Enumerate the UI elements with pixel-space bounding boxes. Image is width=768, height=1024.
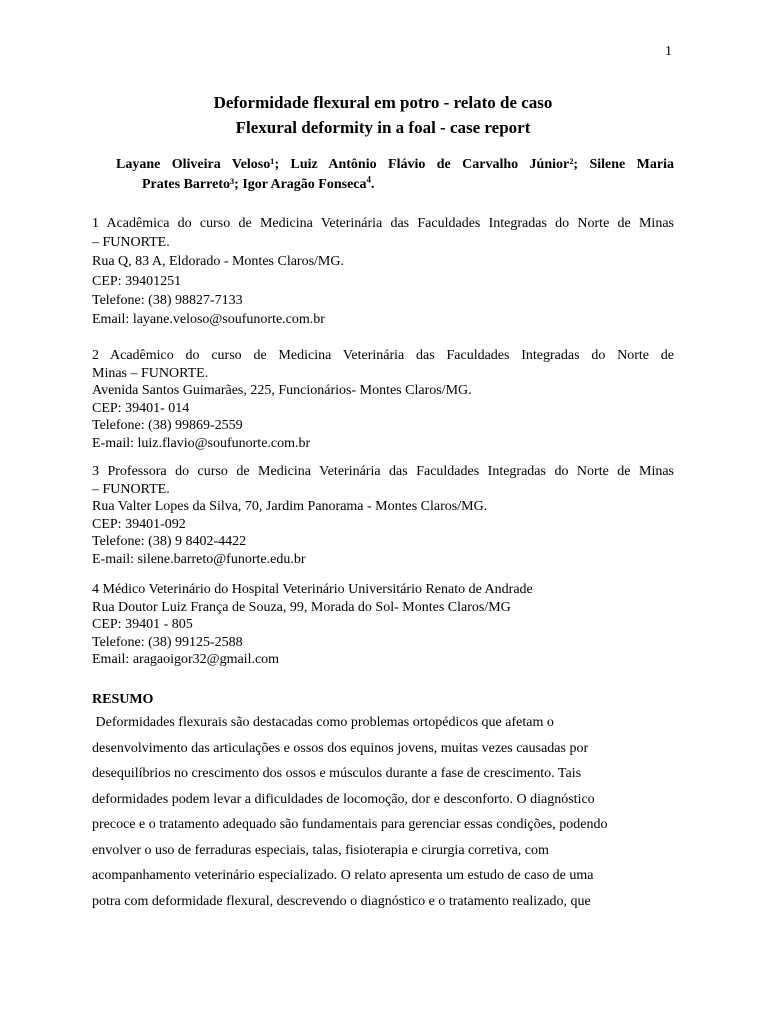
affiliation-line: Minas – FUNORTE. — [92, 365, 209, 381]
affiliation-address: Rua Doutor Luiz França de Souza, 99, Morada do Sol- Montes Claros/MG — [92, 599, 511, 615]
affiliation-cep: CEP: 39401 - 805 — [92, 617, 193, 632]
affiliation-email: Email: aragaoigor32@gmail.com — [92, 652, 280, 667]
abstract-heading: RESUMO — [92, 692, 154, 707]
page-number: 1 — [665, 44, 672, 59]
affiliation-line: 1 Acadêmica do curso de Medicina Veterinária das Faculdades Integradas do Norte de Minas — [92, 216, 674, 231]
affiliation-cep: CEP: 39401251 — [92, 273, 182, 289]
authors — [92, 155, 674, 195]
abstract-line: deformidades podem levar a dificuldades de locomoção, dor e desconforto. O diagnóstico — [92, 791, 595, 807]
abstract-section — [92, 690, 674, 914]
abstract-line: Deformidades flexurais são destacadas como problemas ortopédicos que afetam o — [92, 715, 554, 730]
affiliation-address: Avenida Santos Guimarães, 225, Funcionários- Montes Claros/MG. — [92, 383, 472, 398]
affiliation-3 — [92, 463, 674, 568]
affiliation-phone: Telefone: (38) 99125-2588 — [92, 634, 243, 650]
affiliation-address: Rua Q, 83 A, Eldorado - Montes Claros/MG. — [92, 254, 344, 270]
title-english: Flexural deformity in a foal - case report — [235, 118, 531, 137]
affiliation-email: Email: layane.veloso@soufunorte.com.br — [92, 312, 325, 328]
affiliation-4 — [92, 581, 674, 669]
affiliation-line: – FUNORTE. — [92, 481, 170, 497]
authors-line-2-text: Prates Barreto³; Igor Aragão Fonseca — [142, 177, 367, 192]
author-4-superscript: 4 — [366, 174, 372, 185]
abstract-line: acompanhamento veterinário especializado. O relato apresenta um estudo de caso de uma — [92, 868, 594, 883]
affiliation-line: 2 Acadêmico do curso de Medicina Veterinária das Faculdades Integradas do Norte de — [92, 348, 674, 363]
abstract-line: desequilíbrios no crescimento dos ossos e músculos durante a fase de crescimento. Tais — [92, 766, 582, 781]
affiliation-address: Rua Valter Lopes da Silva, 70, Jardim Panorama - Montes Claros/MG. — [92, 499, 488, 514]
title-block — [92, 90, 674, 140]
abstract-line: envolver o uso de ferraduras especiais, talas, fisioterapia e cirurgia corretiva, com — [92, 842, 549, 858]
abstract-line: desenvolvimento das articulações e ossos dos equinos jovens, muitas vezes causadas por — [92, 740, 589, 756]
abstract-line: potra com deformidade flexural, descrevendo o diagnóstico e o tratamento realizado, que — [92, 893, 591, 909]
affiliation-line: – FUNORTE. — [92, 235, 170, 251]
affiliation-phone: Telefone: (38) 9 8402-4422 — [92, 534, 247, 549]
affiliation-line: 4 Médico Veterinário do Hospital Veterinário Universitário Renato de Andrade — [92, 582, 533, 597]
affiliation-phone: Telefone: (38) 99869-2559 — [92, 418, 243, 433]
affiliation-1 — [92, 214, 674, 329]
affiliation-cep: CEP: 39401- 014 — [92, 400, 190, 416]
affiliation-line: 3 Professora do curso de Medicina Veterinária das Faculdades Integradas do Norte de Minas — [92, 464, 674, 479]
abstract-line: precoce e o tratamento adequado são fundamentais para gerenciar essas condições, podendo — [92, 817, 608, 832]
affiliation-email: E-mail: luiz.flavio@soufunorte.com.br — [92, 435, 311, 451]
affiliation-email: E-mail: silene.barreto@funorte.edu.br — [92, 551, 306, 567]
title-portuguese: Deformidade flexural em potro - relato de caso — [213, 93, 553, 112]
affiliation-phone: Telefone: (38) 98827-7133 — [92, 292, 243, 308]
authors-line-2 — [92, 175, 674, 195]
affiliation-2 — [92, 347, 674, 452]
authors-line-2-end: . — [371, 177, 375, 192]
authors-line-1: Layane Oliveira Veloso¹; Luiz Antônio Flávio de Carvalho Júnior²; Silene Maria — [116, 157, 674, 172]
affiliation-cep: CEP: 39401-092 — [92, 516, 186, 532]
